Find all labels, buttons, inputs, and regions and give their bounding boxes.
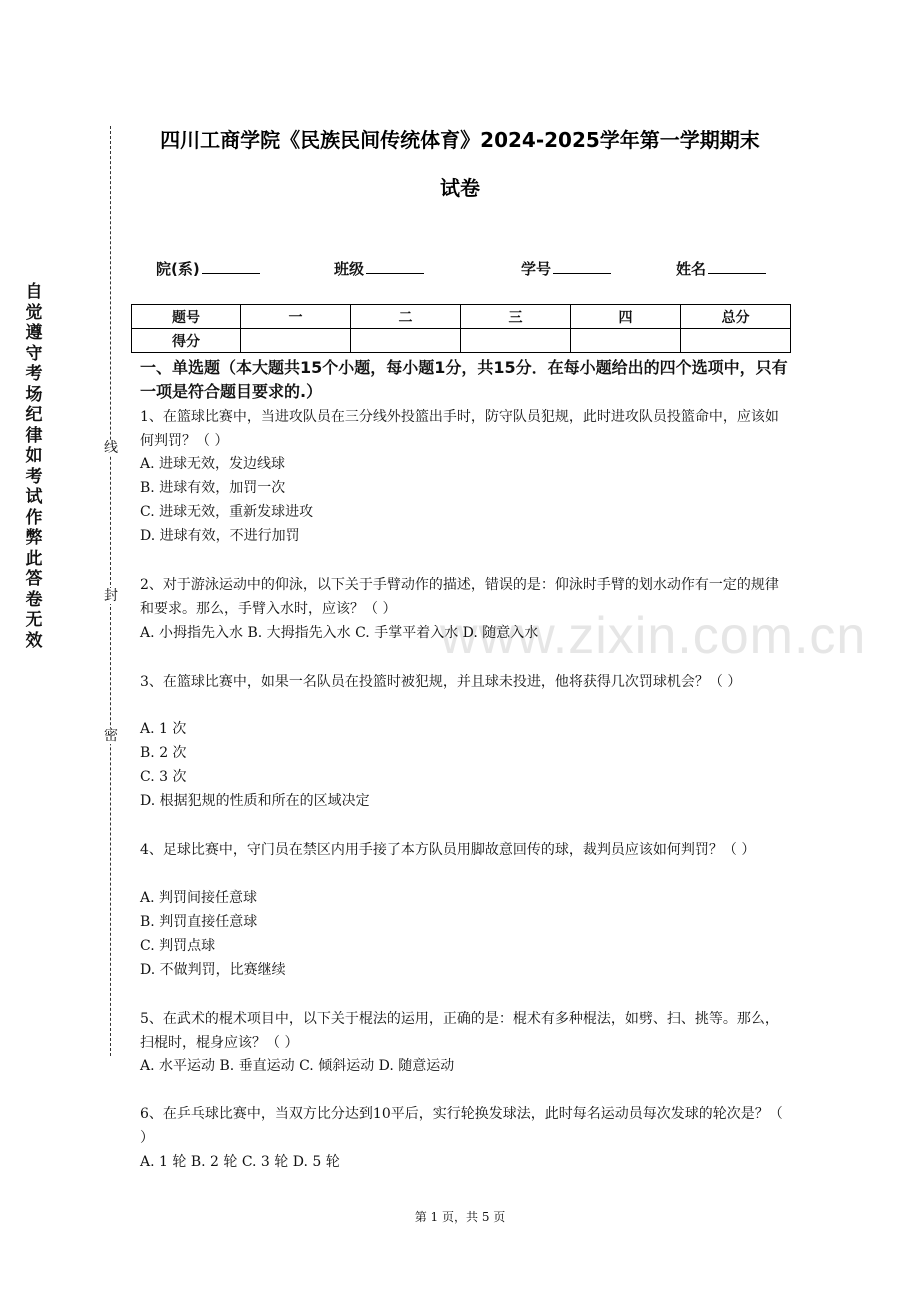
score-row-label: 得分 (132, 329, 241, 353)
question-option: D. 进球有效，不进行加罚 (140, 528, 300, 544)
question-stem: 5、在武术的棍术项目中，以下关于棍法的运用，正确的是：棍术有多种棍法，如劈、扫、挑等。那么，扫棍时，棍身应该？（ ） (140, 1011, 779, 1051)
question-stem: 6、在乒乓球比赛中，当双方比分达到10平后，实行轮换发球法，此时每名运动员每次发球的轮次是？（ ） (140, 1106, 783, 1146)
seal-mark-seal: 封 (104, 588, 118, 604)
question-option: A. 1 次 (140, 721, 187, 737)
score-header-cell: 三 (461, 305, 571, 329)
exam-title: 四川工商学院《民族民间传统体育》2024-2025学年第一学期期末 (160, 128, 760, 152)
score-header-cell: 四 (571, 305, 681, 329)
score-cell[interactable] (241, 329, 351, 353)
question-stem: 1、在篮球比赛中，当进攻队员在三分线外投篮出手时，防守队员犯规，此时进攻队员投篮命中，应该如何判罚？（ ） (140, 409, 779, 449)
question-option: A. 判罚间接任意球 (140, 890, 258, 906)
score-cell[interactable] (571, 329, 681, 353)
score-header-cell: 题号 (132, 305, 241, 329)
seal-mark-line: 线 (104, 440, 118, 456)
id-field: 学号 (521, 258, 611, 279)
question-option: A. 1 轮 B. 2 轮 C. 3 轮 D. 5 轮 (140, 1154, 340, 1170)
section-heading: 一、单选题（本大题共15个小题，每小题1分，共15分．在每小题给出的四个选项中，只有一项是符合题目要求的.） (140, 358, 788, 401)
score-cell[interactable] (461, 329, 571, 353)
question-option: A. 进球无效，发边线球 (140, 456, 286, 472)
question-option: B. 判罚直接任意球 (140, 914, 258, 930)
score-header-cell: 二 (351, 305, 461, 329)
exam-discipline-notice: 自觉遵守考场纪律如考试作弊此答卷无效 (25, 282, 43, 651)
class-blank (366, 259, 424, 274)
question-stem: 4、足球比赛中，守门员在禁区内用手接了本方队员用脚故意回传的球，裁判员应该如何判罚？（ ） (140, 842, 756, 858)
page-footer: 第 1 页，共 5 页 (414, 1210, 506, 1224)
dept-blank (202, 259, 260, 274)
score-cell[interactable] (681, 329, 791, 353)
seal-mark-secret: 密 (104, 728, 118, 744)
score-header-cell: 总分 (681, 305, 791, 329)
question-option: C. 进球无效，重新发球进攻 (140, 504, 314, 520)
watermark: www.zixin.com.cn (440, 607, 867, 665)
score-header-row (132, 305, 791, 329)
question-stem: 3、在篮球比赛中，如果一名队员在投篮时被犯规，并且球未投进，他将获得几次罚球机会？（ ） (140, 674, 742, 690)
question-option: D. 根据犯规的性质和所在的区域决定 (140, 793, 370, 809)
question-option: B. 进球有效，加罚一次 (140, 480, 286, 496)
score-cell[interactable] (351, 329, 461, 353)
question-option: A. 小拇指先入水 B. 大拇指先入水 C. 手掌平着入水 D. 随意入水 (140, 625, 539, 641)
question-option: D. 不做判罚，比赛继续 (140, 962, 286, 978)
score-table (131, 304, 791, 353)
score-row (132, 329, 791, 353)
question-stem: 2、对于游泳运动中的仰泳，以下关于手臂动作的描述，错误的是：仰泳时手臂的划水动作有一定的规律和要求。那么，手臂入水时，应该？（ ） (140, 577, 779, 617)
exam-title-line2: 试卷 (440, 176, 480, 200)
question-option: B. 2 次 (140, 745, 187, 761)
question-option: C. 判罚点球 (140, 938, 216, 954)
class-field: 班级 (334, 258, 424, 279)
question-option: A. 水平运动 B. 垂直运动 C. 倾斜运动 D. 随意运动 (140, 1058, 455, 1074)
question-option: C. 3 次 (140, 769, 187, 785)
dept-field: 院(系) (156, 258, 260, 279)
id-blank (553, 259, 611, 274)
name-field: 姓名 (676, 258, 766, 279)
name-blank (708, 259, 766, 274)
score-header-cell: 一 (241, 305, 351, 329)
